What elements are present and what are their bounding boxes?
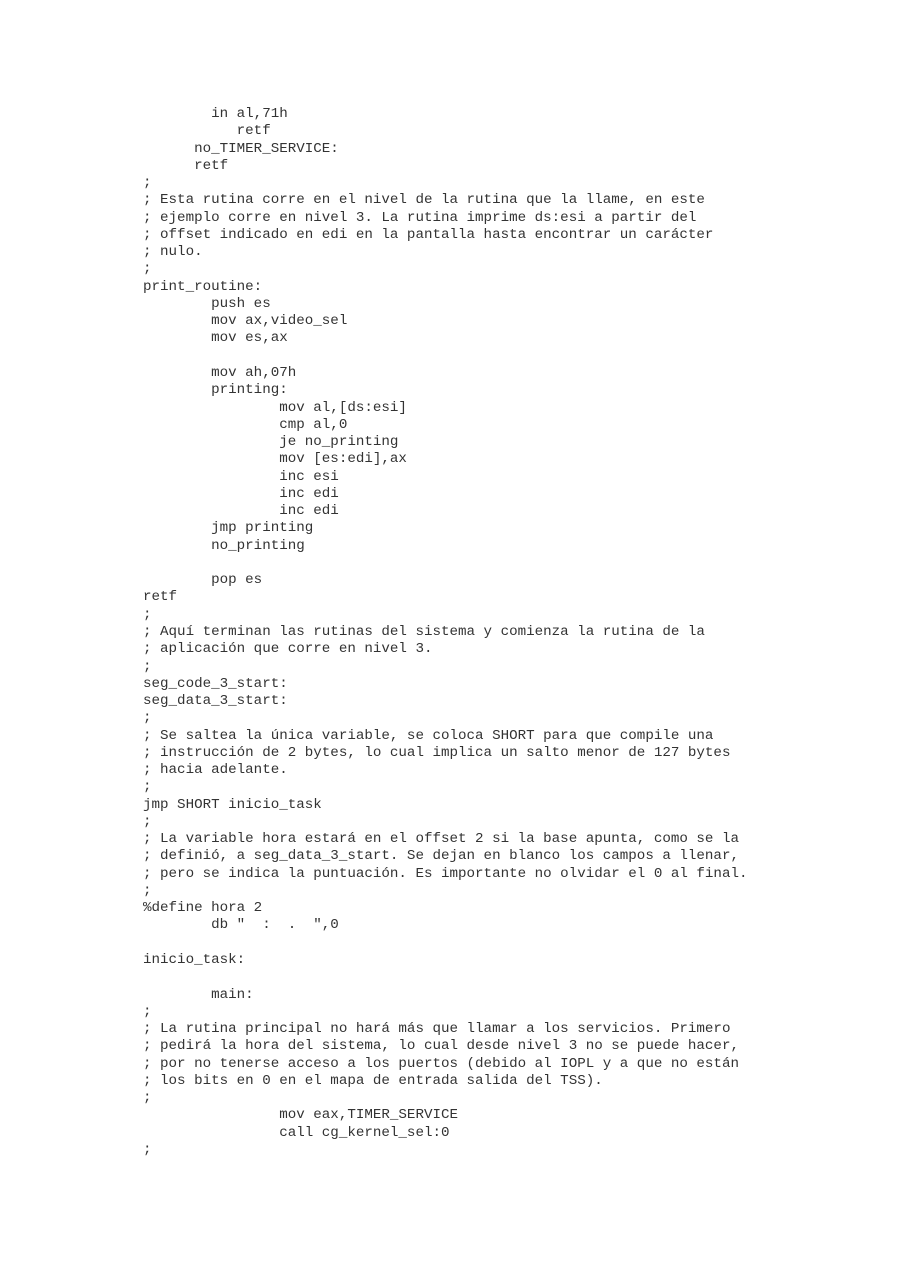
code-line: ;: [143, 261, 152, 278]
code-line: retf: [143, 157, 229, 174]
code-line: [143, 935, 863, 952]
code-line: no_TIMER_SERVICE:: [143, 140, 339, 157]
code-line: ;: [143, 606, 152, 623]
code-line: %define hora 2: [143, 900, 263, 917]
code-line: ;: [143, 813, 152, 830]
code-line: in al,71h: [143, 106, 288, 122]
code-line: main:: [143, 986, 254, 1003]
code-line: ; definió, a seg_data_3_start. Se dejan en blanco los campos a llenar,: [143, 848, 739, 865]
code-listing: [143, 106, 863, 1159]
code-line: ;: [143, 658, 152, 675]
code-line: ; La rutina principal no hará más que llamar a los servicios. Primero: [143, 1021, 731, 1038]
code-line: seg_data_3_start:: [143, 693, 288, 710]
code-line: ; offset indicado en edi en la pantalla hasta encontrar un carácter: [143, 226, 714, 243]
code-line: ;: [143, 175, 152, 192]
code-line: ; pero se indica la puntuación. Es importante no olvidar el 0 al final.: [143, 865, 748, 882]
code-line: ; Esta rutina corre en el nivel de la rutina que la llame, en este: [143, 192, 705, 209]
code-line: ; hacia adelante.: [143, 762, 288, 779]
code-line: push es: [143, 295, 271, 312]
code-line: seg_code_3_start:: [143, 675, 288, 692]
code-line: ;: [143, 1003, 152, 1020]
code-line: ; Aquí terminan las rutinas del sistema y comienza la rutina de la: [143, 623, 705, 640]
code-line: ; por no tenerse acceso a los puertos (debido al IOPL y a que no están: [143, 1055, 739, 1072]
code-line: [143, 969, 863, 986]
code-line: [143, 555, 863, 572]
code-line: inc esi: [143, 468, 339, 485]
code-line: mov eax,TIMER_SERVICE: [143, 1107, 459, 1124]
code-line: no_printing: [143, 537, 305, 554]
code-line: pop es: [143, 572, 263, 589]
code-line: je no_printing: [143, 434, 399, 451]
code-line: ;: [143, 779, 152, 796]
code-line: mov es,ax: [143, 330, 288, 347]
code-line: ; nulo.: [143, 244, 203, 261]
code-line: print_routine:: [143, 278, 263, 295]
code-line: ;: [143, 1141, 152, 1158]
code-line: ;: [143, 882, 152, 899]
code-line: mov ah,07h: [143, 364, 297, 381]
code-line: ; Se saltea la única variable, se coloca SHORT para que compile una: [143, 727, 714, 744]
code-line: ; pedirá la hora del sistema, lo cual desde nivel 3 no se puede hacer,: [143, 1038, 739, 1055]
code-line: db " : . ",0: [143, 917, 339, 934]
code-line: mov ax,video_sel: [143, 313, 348, 330]
code-line: retf: [143, 123, 271, 140]
code-line: printing:: [143, 382, 288, 399]
code-line: ; ejemplo corre en nivel 3. La rutina imprime ds:esi a partir del: [143, 209, 697, 226]
code-line: ; los bits en 0 en el mapa de entrada salida del TSS).: [143, 1072, 603, 1089]
code-line: ; aplicación que corre en nivel 3.: [143, 641, 433, 658]
code-line: inc edi: [143, 503, 339, 520]
code-line: ;: [143, 710, 152, 727]
code-line: mov al,[ds:esi]: [143, 399, 407, 416]
code-line: retf: [143, 589, 178, 606]
code-line: ;: [143, 1090, 152, 1107]
code-line: ; instrucción de 2 bytes, lo cual implica un salto menor de 127 bytes: [143, 744, 731, 761]
code-line: inc edi: [143, 485, 339, 502]
code-line: jmp SHORT inicio_task: [143, 796, 322, 813]
code-line: jmp printing: [143, 520, 314, 537]
code-line: [143, 348, 863, 365]
code-line: call cg_kernel_sel:0: [143, 1124, 450, 1141]
code-line: inicio_task:: [143, 952, 246, 969]
code-line: ; La variable hora estará en el offset 2 si la base apunta, como se la: [143, 831, 739, 848]
code-line: mov [es:edi],ax: [143, 451, 407, 468]
code-line: cmp al,0: [143, 416, 348, 433]
